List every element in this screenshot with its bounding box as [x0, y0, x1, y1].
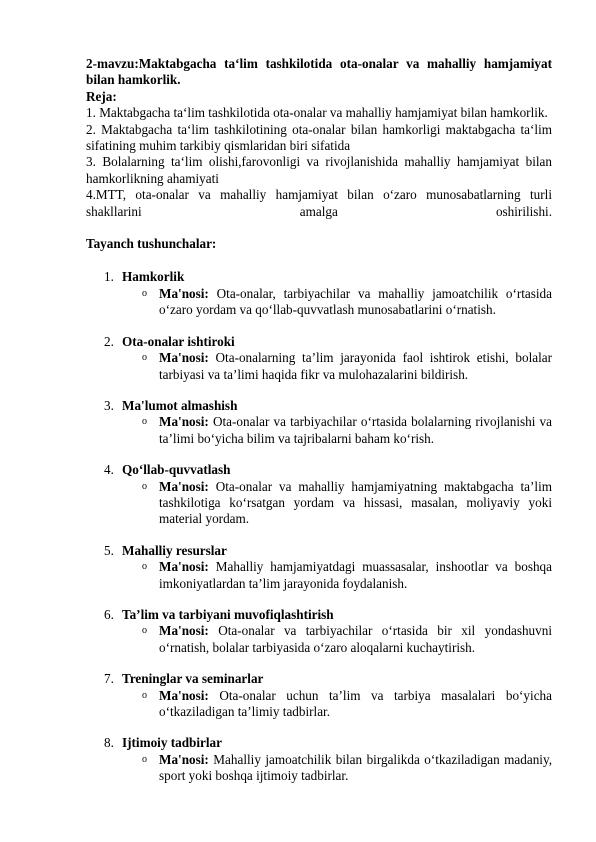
- definition-label: Ma'nosi:: [159, 623, 209, 639]
- term-item: [86, 462, 552, 528]
- definition-label: Ma'nosi:: [159, 559, 209, 575]
- bullet-circle-icon: o: [142, 753, 147, 765]
- bullet-circle-icon: o: [142, 625, 147, 637]
- term-definition: Ota-onalar va mahalliy hamjamiyatning maktabgacha ta’lim tashkilotiga ko‘rsatgan yordam va hissasi, masalan, moliyaviy yoki material yordam.: [159, 478, 552, 527]
- plan-item-2: 2. Maktabgacha ta‘lim tashkilotining ota-onalar bilan hamkorligi maktabgacha ta‘lim sifatining muhim tarkibiy qismlaridan biri sifatida: [86, 121, 552, 154]
- definition-label: Ma'nosi:: [159, 751, 209, 767]
- term-item: [86, 735, 552, 784]
- term-number: 4.: [104, 462, 114, 478]
- key-terms-list: [86, 269, 552, 784]
- term-number: 7.: [104, 671, 114, 687]
- document-page: [86, 56, 552, 800]
- plan-item-4: 4.MTT, ota-onalar va mahalliy hamjamiyat bilan o‘zaro munosabatlarning turli shakllarini amalga oshirilishi.: [86, 187, 552, 219]
- definition-label: Ma'nosi:: [159, 478, 209, 494]
- term-definition: Ota-onalar va tarbiyachilar o‘rtasida bolalarning rivojlanishi va ta’limi bo‘yicha bilim va tajribalarni baham ko‘rish.: [159, 414, 552, 446]
- bullet-circle-icon: o: [142, 689, 147, 701]
- term-number: 3.: [104, 397, 114, 413]
- term-definition: Ota-onalarning ta’lim jarayonida faol ishtirok etishi, bolalar tarbiyasi va ta’limi haqida fikr va mulohazalarini bildirish.: [159, 350, 552, 382]
- term-item: [86, 543, 552, 592]
- term-number: 8.: [104, 735, 114, 751]
- term-number: 6.: [104, 606, 114, 622]
- term-definition: Mahalliy jamoatchilik bilan birgalikda o‘tkaziladigan madaniy, sport yoki boshqa ijtimoiy tadbirlar.: [159, 751, 553, 784]
- topic-title: 2-mavzu:Maktabgacha ta‘lim tashkilotida ota-onalar va mahalliy hamjamiyat bilan hamkorlik.: [86, 56, 552, 88]
- term-definition: Ota-onalar va tarbiyachilar o‘rtasida bir xil yondashuvni o‘rnatish, bolalar tarbiyasida o‘zaro aloqalarni kuchaytirish.: [159, 623, 552, 655]
- term-number: 5.: [104, 542, 114, 558]
- plan-item-1: 1. Maktabgacha ta‘lim tashkilotida ota-onalar va mahalliy hamjamiyat bilan hamkorlik.: [86, 105, 548, 121]
- term-name: Treninglar va seminarlar: [122, 671, 264, 687]
- term-item: [86, 334, 552, 383]
- term-definition: Ota-onalar, tarbiyachilar va mahalliy jamoatchilik o‘rtasida o‘zaro yordam va qo‘llab-quvvatlash munosabatlarini o‘rnatish.: [159, 285, 552, 318]
- definition-label: Ma'nosi:: [159, 285, 209, 301]
- term-name: Ota-onalar ishtiroki: [122, 333, 235, 349]
- definition-label: Ma'nosi:: [159, 687, 209, 703]
- term-definition: Ota-onalar uchun ta’lim va tarbiya masalalari bo‘yicha o‘tkaziladigan ta’limiy tadbirlar.: [159, 687, 552, 719]
- definition-label: Ma'nosi:: [159, 350, 209, 366]
- term-item: [86, 398, 552, 447]
- bullet-circle-icon: o: [142, 480, 147, 492]
- term-name: Ijtimoiy tadbirlar: [122, 735, 222, 751]
- bullet-circle-icon: o: [142, 352, 147, 364]
- term-name: Mahalliy resurslar: [122, 542, 227, 558]
- term-item: [86, 607, 552, 656]
- term-name: Qo‘llab-quvvatlash: [122, 462, 231, 478]
- term-number: 1.: [104, 269, 114, 285]
- term-name: Ta’lim va tarbiyani muvofiqlashtirish: [122, 606, 334, 622]
- term-item: [86, 671, 552, 720]
- term-number: 2.: [104, 333, 114, 349]
- bullet-circle-icon: o: [142, 416, 147, 428]
- term-item: [86, 269, 552, 318]
- bullet-circle-icon: o: [142, 287, 147, 299]
- key-terms-heading: Tayanch tushunchalar:: [86, 236, 217, 252]
- definition-label: Ma'nosi:: [159, 414, 209, 430]
- term-name: Hamkorlik: [122, 269, 185, 285]
- bullet-circle-icon: o: [142, 561, 147, 573]
- term-definition: Mahalliy hamjamiyatdagi muassasalar, inshootlar va boshqa imkoniyatlardan ta’lim jarayonida foydalanish.: [159, 559, 553, 591]
- plan-item-3: 3. Bolalarning ta‘lim olishi,farovonligi va rivojlanishida mahalliy hamjamiyat bilan hamkorlikning ahamiyati: [86, 154, 552, 186]
- plan-heading: Reja:: [86, 88, 117, 104]
- term-name: Ma'lumot almashish: [122, 397, 238, 413]
